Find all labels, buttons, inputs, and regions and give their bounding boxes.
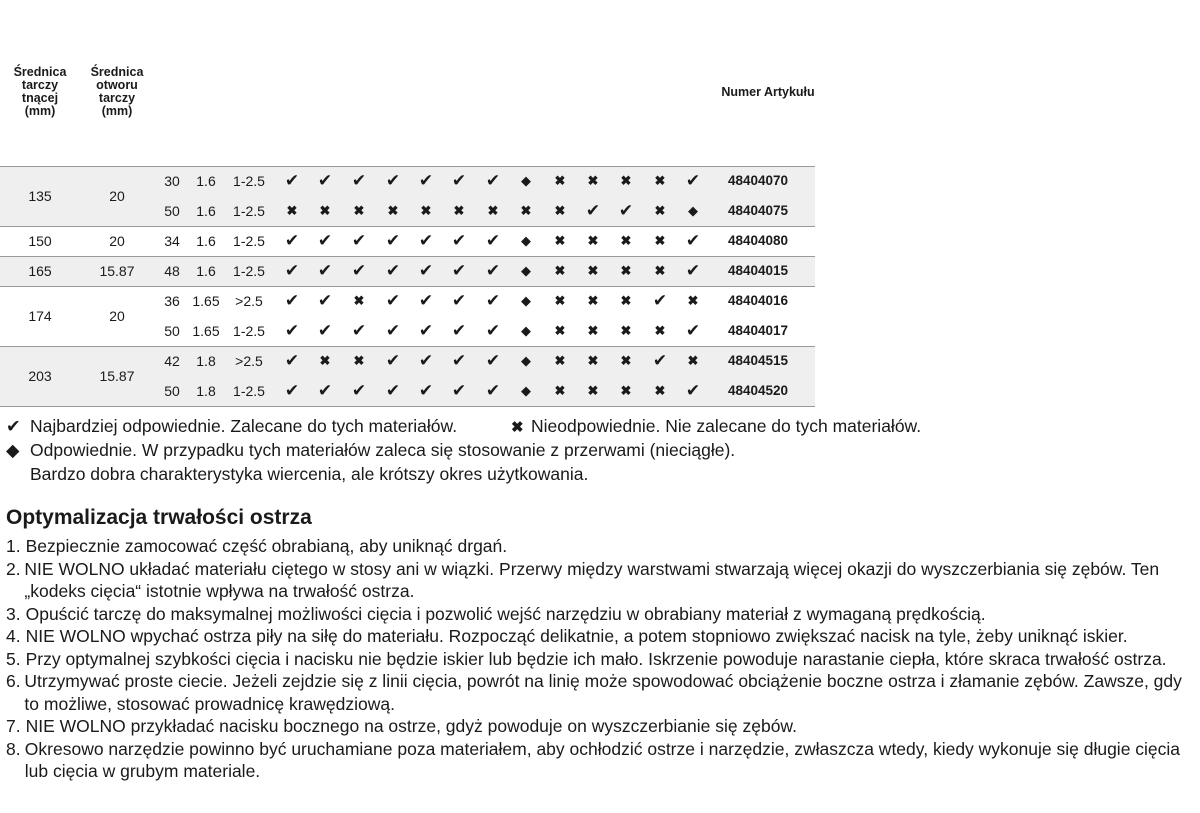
check-icon: ✔ xyxy=(351,321,367,340)
cell-bore: 15.87 xyxy=(99,263,135,279)
cell-kerf: 1.6 xyxy=(196,173,216,189)
cross-icon: ✖ xyxy=(554,263,566,278)
check-icon: ✔ xyxy=(485,231,501,250)
check-icon: ✔ xyxy=(485,261,501,280)
cell-article: 48404075 xyxy=(728,203,789,218)
cell-bore: 20 xyxy=(109,308,125,324)
cross-icon: ✖ xyxy=(353,293,365,308)
check-icon: ✔ xyxy=(418,321,434,340)
cross-icon: ✖ xyxy=(620,233,632,248)
check-icon: ✔ xyxy=(618,201,634,220)
check-icon: ✔ xyxy=(418,351,434,370)
cross-icon: ✖ xyxy=(654,383,666,398)
cell-teeth: 42 xyxy=(164,353,180,369)
check-icon: ✔ xyxy=(284,171,300,190)
cell-article: 48404016 xyxy=(728,293,789,308)
cell-kerf: 1.8 xyxy=(196,383,216,399)
list-item xyxy=(6,738,1196,783)
cell-article: 48404515 xyxy=(728,353,789,368)
check-icon: ✔ xyxy=(284,261,300,280)
check-icon: ✔ xyxy=(284,351,300,370)
item-number: 6. xyxy=(6,671,21,691)
table-row xyxy=(0,376,815,406)
cross-icon: ✖ xyxy=(654,323,666,338)
cell-thickness: >2.5 xyxy=(235,293,263,309)
cell-kerf: 1.65 xyxy=(192,323,220,339)
legend-best-text: Najbardziej odpowiednie. Zalecane do tych materiałów. xyxy=(30,416,458,436)
legend-not xyxy=(511,414,921,440)
diamond-icon: ◆ xyxy=(521,353,531,368)
cell-diameter: 150 xyxy=(28,233,52,249)
item-text: Bezpiecznie zamocować część obrabianą, aby uniknąć drgań. xyxy=(25,536,508,556)
check-icon: ✔ xyxy=(485,171,501,190)
cross-icon: ✖ xyxy=(554,203,566,218)
cell-diameter: 165 xyxy=(28,263,52,279)
check-icon: ✔ xyxy=(317,261,333,280)
cell-diameter: 203 xyxy=(28,368,52,384)
cross-icon: ✖ xyxy=(554,293,566,308)
legend-ok xyxy=(6,438,735,462)
check-icon: ✔ xyxy=(451,171,467,190)
cross-icon: ✖ xyxy=(511,419,524,436)
item-text: Przy optymalnej szybkości cięcia i nacisku nie będzie iskier lub będzie ich mało. Iskrzenie powoduje narastanie ciepła, które skraca trwałość ostrza. xyxy=(25,648,1167,669)
cell-kerf: 1.6 xyxy=(196,263,216,279)
cross-icon: ✖ xyxy=(587,173,599,188)
cross-icon: ✖ xyxy=(554,233,566,248)
check-icon: ✔ xyxy=(685,321,701,340)
cross-icon: ✖ xyxy=(687,293,699,308)
legend-ok-text: Odpowiednie. W przypadku tych materiałów zaleca się stosowanie z przerwami (nieciągłe). xyxy=(30,440,736,460)
table-row xyxy=(0,256,815,286)
table-row xyxy=(0,286,815,316)
cross-icon: ✖ xyxy=(587,263,599,278)
check-icon: ✔ xyxy=(451,291,467,310)
optimization-list xyxy=(6,535,1196,783)
cross-icon: ✖ xyxy=(587,293,599,308)
item-text: NIE WOLNO wpychać ostrza piły na siłę do materiału. Rozpocząć delikatnie, a potem stopniowo zwiększać nacisk na tyle, żeby uniknąć iskier. xyxy=(25,626,1128,646)
cell-teeth: 50 xyxy=(164,383,180,399)
item-text: Utrzymywać proste ciecie. Jeżeli zejdzie się z linii cięcia, powrót na linię może spowodować obciążenie boczne ostrza i złamanie zębów. Zawsze, gdy to możliwe, stosować prowadnicę krawędziową. xyxy=(24,671,1182,714)
item-number: 1. xyxy=(6,536,21,556)
cross-icon: ✖ xyxy=(487,203,499,218)
cross-icon: ✖ xyxy=(353,203,365,218)
check-icon: ✔ xyxy=(385,351,401,370)
check-icon: ✔ xyxy=(317,321,333,340)
cell-bore: 15.87 xyxy=(99,368,135,384)
cell-article: 48404017 xyxy=(728,323,789,338)
item-text: Okresowo narzędzie powinno być uruchamiane poza materiałem, aby ochłodzić ostrze i narzędzie, zwłaszcza wtedy, kiedy wykonuje się długie cięcia lub cięcia w grubym materiale. xyxy=(24,738,1181,781)
cell-article: 48404015 xyxy=(728,263,789,278)
list-item xyxy=(6,558,1196,603)
cross-icon: ✖ xyxy=(587,323,599,338)
header-diameter: Średnica tarczy tnącej (mm) xyxy=(13,65,67,118)
cross-icon: ✖ xyxy=(620,263,632,278)
section-title: Optymalizacja trwałości ostrza xyxy=(6,506,312,529)
cross-icon: ✖ xyxy=(654,263,666,278)
cell-kerf: 1.6 xyxy=(196,203,216,219)
cross-icon: ✖ xyxy=(387,203,399,218)
check-icon: ✔ xyxy=(317,171,333,190)
cell-diameter: 174 xyxy=(28,308,52,324)
header-bore: Średnica otworu tarczy (mm) xyxy=(90,65,144,118)
cross-icon: ✖ xyxy=(654,203,666,218)
table-row xyxy=(0,166,815,196)
check-icon: ✔ xyxy=(284,291,300,310)
cross-icon: ✖ xyxy=(554,323,566,338)
table-row xyxy=(0,316,815,346)
check-icon: ✔ xyxy=(351,381,367,400)
item-number: 3. xyxy=(6,603,21,624)
check-icon: ✔ xyxy=(385,261,401,280)
item-text: Opuścić tarczę do maksymalnej możliwości cięcia i pozwolić wejść narzędziu w obrabiany materiał z wymaganą prędkością. xyxy=(25,603,986,624)
cross-icon: ✖ xyxy=(654,173,666,188)
check-icon: ✔ xyxy=(418,381,434,400)
table-row xyxy=(0,226,815,256)
check-icon: ✔ xyxy=(385,231,401,250)
check-icon: ✔ xyxy=(485,381,501,400)
check-icon: ✔ xyxy=(685,231,701,250)
cell-teeth: 30 xyxy=(164,173,180,189)
item-number: 5. xyxy=(6,648,21,669)
check-icon: ✔ xyxy=(585,201,601,220)
check-icon: ✔ xyxy=(317,381,333,400)
cross-icon: ✖ xyxy=(353,353,365,368)
cross-icon: ✖ xyxy=(554,353,566,368)
list-item xyxy=(6,625,1196,648)
check-icon: ✔ xyxy=(284,231,300,250)
diamond-icon: ◆ xyxy=(688,203,698,218)
legend-best xyxy=(6,414,457,438)
cell-kerf: 1.65 xyxy=(192,293,220,309)
cross-icon: ✖ xyxy=(286,203,298,218)
item-number: 4. xyxy=(6,626,21,646)
check-icon: ✔ xyxy=(451,261,467,280)
check-icon: ✔ xyxy=(284,381,300,400)
check-icon: ✔ xyxy=(317,291,333,310)
check-icon: ✔ xyxy=(652,351,668,370)
cross-icon: ✖ xyxy=(587,353,599,368)
cell-thickness: 1-2.5 xyxy=(233,323,265,339)
legend-ok-text-2: Bardzo dobra charakterystyka wiercenia, ale krótszy okres użytkowania. xyxy=(30,464,589,484)
cross-icon: ✖ xyxy=(620,353,632,368)
list-item xyxy=(6,535,1196,558)
cell-thickness: 1-2.5 xyxy=(233,233,265,249)
cell-thickness: 1-2.5 xyxy=(233,263,265,279)
check-icon: ✔ xyxy=(385,291,401,310)
cell-thickness: 1-2.5 xyxy=(233,383,265,399)
check-icon: ✔ xyxy=(418,171,434,190)
check-icon: ✔ xyxy=(418,231,434,250)
row-divider xyxy=(0,406,815,407)
diamond-icon: ◆ xyxy=(521,263,531,278)
list-item xyxy=(6,715,1196,738)
check-icon: ✔ xyxy=(451,321,467,340)
diamond-icon: ◆ xyxy=(6,440,20,460)
cross-icon: ✖ xyxy=(520,203,532,218)
list-item xyxy=(6,603,1196,626)
cross-icon: ✖ xyxy=(554,383,566,398)
cell-article: 48404080 xyxy=(728,233,789,248)
optimization-section xyxy=(6,505,1196,783)
check-icon: ✔ xyxy=(351,171,367,190)
check-icon: ✔ xyxy=(685,171,701,190)
check-icon: ✔ xyxy=(685,261,701,280)
table-row xyxy=(0,346,815,376)
legend-not-text: Nieodpowiednie. Nie zalecane do tych materiałów. xyxy=(531,416,922,436)
diamond-icon: ◆ xyxy=(521,233,531,248)
cell-thickness: 1-2.5 xyxy=(233,173,265,189)
cell-kerf: 1.6 xyxy=(196,233,216,249)
cell-diameter: 135 xyxy=(28,188,52,204)
check-icon: ✔ xyxy=(385,381,401,400)
header-article: Numer Artykułu xyxy=(721,85,815,99)
cell-thickness: 1-2.5 xyxy=(233,203,265,219)
cross-icon: ✖ xyxy=(587,233,599,248)
cell-teeth: 50 xyxy=(164,203,180,219)
check-icon: ✔ xyxy=(351,261,367,280)
item-text: NIE WOLNO przykładać nacisku bocznego na ostrze, gdyż powoduje on wyszczerbianie się zębów. xyxy=(25,716,797,736)
cell-article: 48404520 xyxy=(728,383,789,398)
check-icon: ✔ xyxy=(451,231,467,250)
check-icon: ✔ xyxy=(317,231,333,250)
check-icon: ✔ xyxy=(351,231,367,250)
cross-icon: ✖ xyxy=(453,203,465,218)
cross-icon: ✖ xyxy=(420,203,432,218)
cell-article: 48404070 xyxy=(728,173,789,188)
diamond-icon: ◆ xyxy=(521,323,531,338)
check-icon: ✔ xyxy=(385,171,401,190)
cell-bore: 20 xyxy=(109,233,125,249)
cell-teeth: 48 xyxy=(164,263,180,279)
table-row xyxy=(0,196,815,226)
diamond-icon: ◆ xyxy=(521,293,531,308)
cross-icon: ✖ xyxy=(620,293,632,308)
check-icon: ✔ xyxy=(685,381,701,400)
list-item xyxy=(6,670,1196,715)
cell-teeth: 36 xyxy=(164,293,180,309)
cell-bore: 20 xyxy=(109,188,125,204)
item-text: NIE WOLNO układać materiału ciętego w stosy ani w wiązki. Przerwy między warstwami stwarzają więcej okazji do wyszczerbiania się zębów. Ten „kodeks cięcia“ istotnie wpływa na trwałość ostrza. xyxy=(24,558,1160,601)
check-icon: ✔ xyxy=(385,321,401,340)
cross-icon: ✖ xyxy=(654,233,666,248)
item-number: 7. xyxy=(6,716,21,736)
check-icon: ✔ xyxy=(451,381,467,400)
check-icon: ✔ xyxy=(418,291,434,310)
cell-teeth: 50 xyxy=(164,323,180,339)
cell-thickness: >2.5 xyxy=(235,353,263,369)
diamond-icon: ◆ xyxy=(521,173,531,188)
cross-icon: ✖ xyxy=(687,353,699,368)
cross-icon: ✖ xyxy=(587,383,599,398)
check-icon: ✔ xyxy=(284,321,300,340)
cross-icon: ✖ xyxy=(554,173,566,188)
item-number: 8. xyxy=(6,738,21,759)
cell-kerf: 1.8 xyxy=(196,353,216,369)
check-icon: ✔ xyxy=(652,291,668,310)
cross-icon: ✖ xyxy=(319,353,331,368)
check-icon: ✔ xyxy=(485,351,501,370)
check-icon: ✔ xyxy=(451,351,467,370)
cross-icon: ✖ xyxy=(620,323,632,338)
cross-icon: ✖ xyxy=(620,383,632,398)
cell-teeth: 34 xyxy=(164,233,180,249)
check-icon: ✔ xyxy=(418,261,434,280)
list-item xyxy=(6,648,1196,671)
cross-icon: ✖ xyxy=(620,173,632,188)
diamond-icon: ◆ xyxy=(521,383,531,398)
item-number: 2. xyxy=(6,558,21,579)
check-icon: ✔ xyxy=(485,291,501,310)
cross-icon: ✖ xyxy=(319,203,331,218)
check-icon: ✔ xyxy=(485,321,501,340)
check-icon: ✔ xyxy=(6,416,21,436)
